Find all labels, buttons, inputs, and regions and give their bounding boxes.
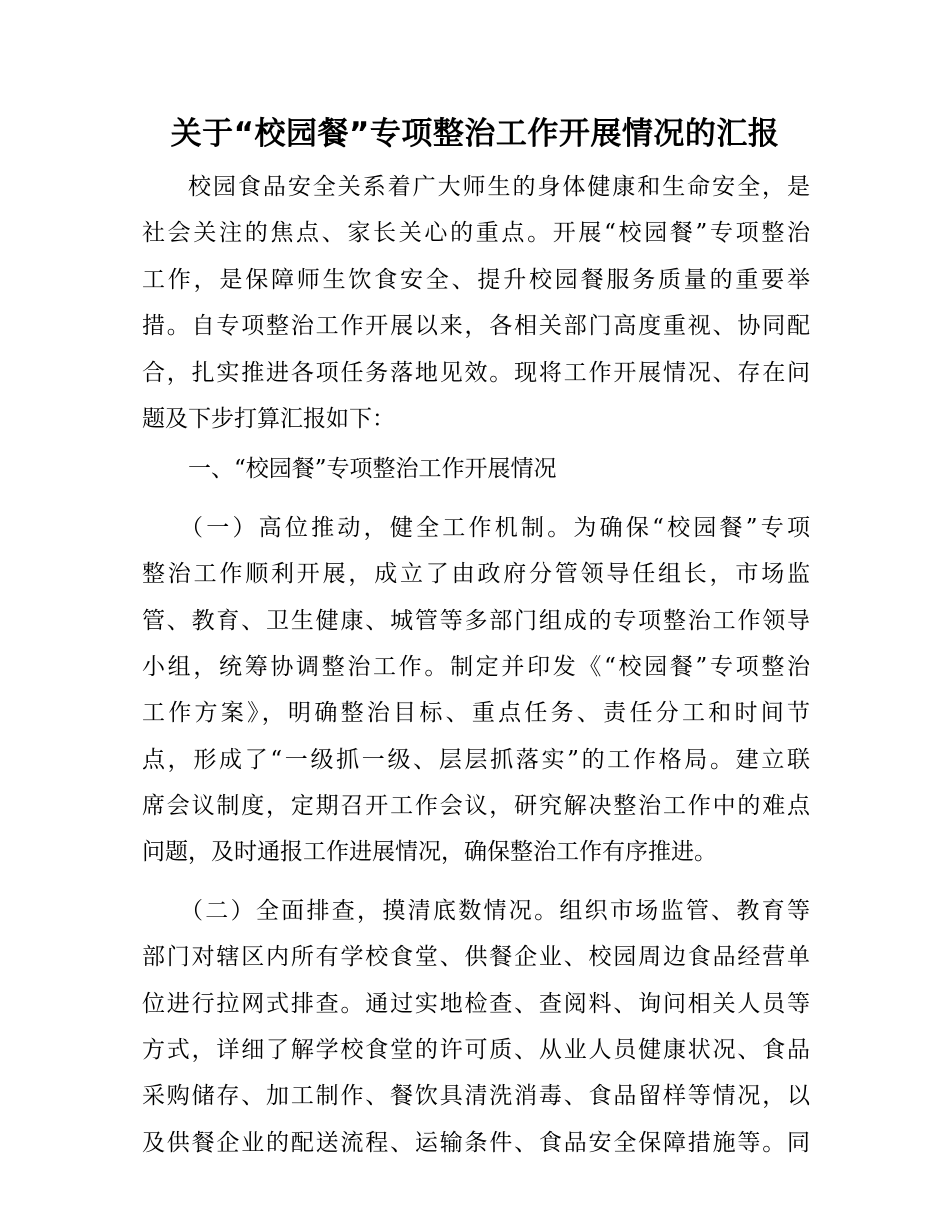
text-line: 采购储存、加工制作、餐饮具清洗消毒、食品留样等情况，以 xyxy=(142,1083,810,1110)
text-line: （一）高位推动，健全工作机制。为确保“校园餐”专项 xyxy=(180,514,810,541)
text-line: 席会议制度，定期召开工作会议，研究解决整治工作中的难点 xyxy=(142,793,810,820)
text-line: 管、教育、卫生健康、城管等多部门组成的专项整治工作领导 xyxy=(142,607,810,634)
text-line: 小组，统筹协调整治工作。制定并印发《“校园餐”专项整治 xyxy=(142,653,810,680)
text-line: 题及下步打算汇报如下： xyxy=(142,405,395,432)
text-line: （二）全面排查，摸清底数情况。组织市场监管、教育等 xyxy=(180,897,810,924)
text-line: 问题，及时通报工作进展情况，确保整治工作有序推进。 xyxy=(142,839,717,866)
text-line: 部门对辖区内所有学校食堂、供餐企业、校园周边食品经营单 xyxy=(142,944,810,971)
paragraph-subsection-2 xyxy=(142,888,810,1166)
text-line: 社会关注的焦点、家长关心的重点。开展“校园餐”专项整治 xyxy=(142,220,810,247)
text-line: 合，扎实推进各项任务落地见效。现将工作开展情况、存在问 xyxy=(142,359,810,386)
text-line: 措。自专项整治工作开展以来，各相关部门高度重视、协同配 xyxy=(142,313,810,340)
text-line: 方式，详细了解学校食堂的许可质、从业人员健康状况、食品 xyxy=(142,1037,810,1064)
text-line: 校园食品安全关系着广大师生的身体健康和生命安全，是 xyxy=(188,174,810,200)
section-heading-text: 一、“校园餐”专项整治工作开展情况 xyxy=(188,456,557,483)
text-line: 及供餐企业的配送流程、运输条件、食品安全保障措施等。同 xyxy=(142,1129,810,1156)
document-title: 关于“校园餐”专项整治工作开展情况的汇报 xyxy=(170,116,780,152)
paragraph-intro xyxy=(142,164,810,442)
text-line: 点，形成了“一级抓一级、层层抓落实”的工作格局。建立联 xyxy=(142,746,810,773)
text-line: 位进行拉网式排查。通过实地检查、查阅料、询问相关人员等 xyxy=(142,990,810,1017)
text-line: 整治工作顺利开展，成立了由政府分管领导任组长，市场监 xyxy=(142,561,810,588)
text-line: 工作，是保障师生饮食安全、提升校园餐服务质量的重要举 xyxy=(142,266,810,293)
text-line: 工作方案》，明确整治目标、重点任务、责任分工和时间节 xyxy=(142,700,810,727)
paragraph-subsection-1 xyxy=(142,505,810,876)
document-body xyxy=(142,164,810,1166)
section-heading-1 xyxy=(142,446,810,492)
